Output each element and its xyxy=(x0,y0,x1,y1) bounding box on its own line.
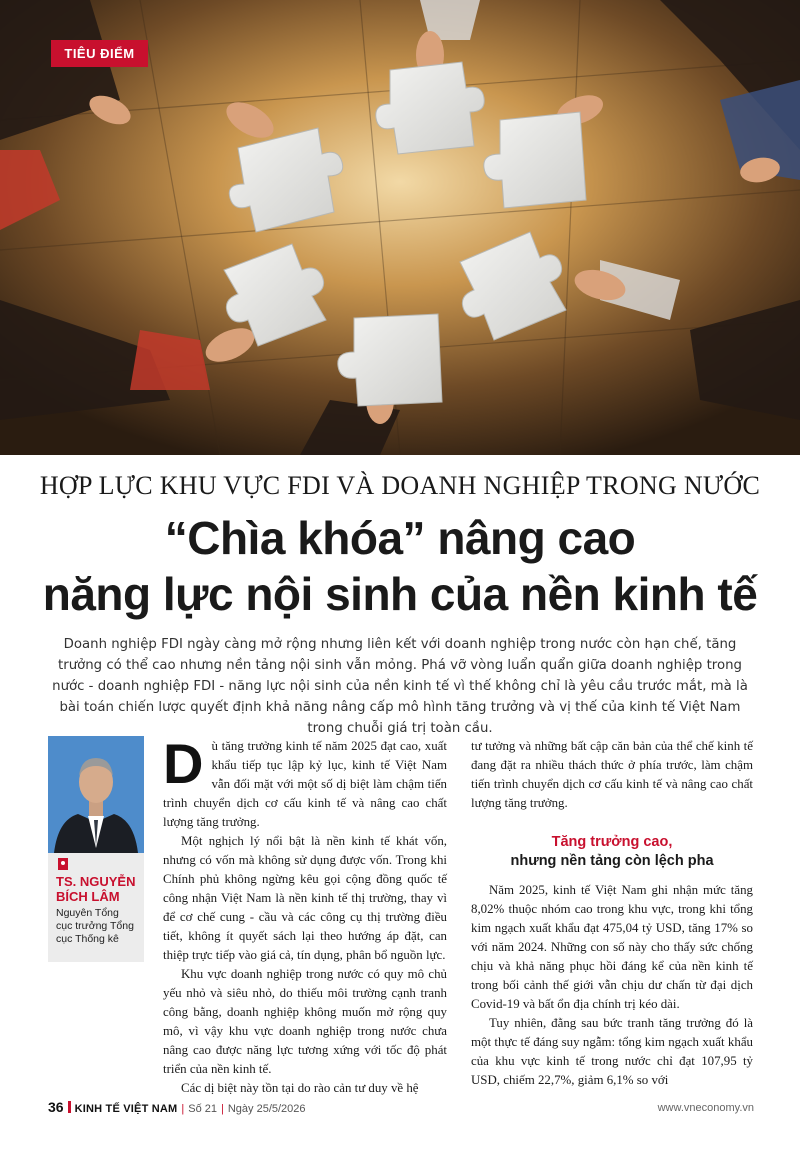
section-subhead xyxy=(471,833,753,871)
lead-paragraph: Doanh nghiệp FDI ngày càng mở rộng nhưng liên kết với doanh nghiệp trong nước còn hạn chế, tăng trưởng có thể cao nhưng nền tảng nội sinh vẫn mỏng. Phá vỡ vòng luẩn quẩn giữa doanh nghiệp trong nước - doanh nghiệp FDI - năng lực nội sinh của nền kinh tế vì thế không chỉ là yêu cầu trước mắt, mà là bài toán chiến lược quyết định khả năng nâng cấp mô hình tăng trưởng và vị thế của kinh tế Việt Nam trong chuỗi giá trị toàn cầu. xyxy=(52,637,748,736)
issue-date: Ngày 25/5/2026 xyxy=(227,1103,306,1115)
author-name: TS. NGUYỄN BÍCH LÂM xyxy=(56,874,136,904)
author-badge-icon xyxy=(58,858,68,870)
page-number: 36 xyxy=(48,1099,64,1115)
body-paragraph-6: Năm 2025, kinh tế Việt Nam ghi nhận mức tăng 8,02% thuộc nhóm cao trong khu vực, trong khi tổng kim ngạch xuất khẩu đạt 475,04 tỷ USD, tăng 17% so với năm 2024. Những con số này cho thấy sức chống chịu và khả năng phục hồi đáng kể của nền kinh tế trong bối cảnh thế giới vẫn chịu dư chấn từ đại dịch Covid-19 và bất ổn địa chính trị kéo dài. xyxy=(471,883,753,1011)
title-line-2: năng lực nội sinh của nền kinh tế xyxy=(42,568,758,620)
subhead-line-2: nhưng nền tảng còn lệch pha xyxy=(510,853,714,869)
kicker-headline: HỢP LỰC KHU VỰC FDI VÀ DOANH NGHIỆP TRONG NƯỚC xyxy=(39,471,761,500)
issue-number: Số 21 xyxy=(188,1103,217,1115)
puzzle-hands-illustration xyxy=(0,0,800,455)
page-footer xyxy=(48,1099,754,1119)
body-paragraph-7: Tuy nhiên, đằng sau bức tranh tăng trưởng đó là một thực tế đáng suy ngẫm: tổng kim ngạch xuất khẩu của khu vực kinh tế trong nước chỉ đạt 107,95 tỷ USD, chiếm 22,7%, giảm 6,1% so với xyxy=(471,1016,753,1087)
website-url: www.vneconomy.vn xyxy=(657,1102,754,1114)
body-column-1 xyxy=(163,732,447,1098)
footer-separator: | xyxy=(181,1103,185,1115)
hero-image xyxy=(0,0,800,455)
body-paragraph-3: Khu vực doanh nghiệp trong nước có quy mô chủ yếu nhỏ và siêu nhỏ, do thiếu môi trường cạnh tranh công bằng, doanh nghiệp không muốn mở rộng quy mô, vì vậy khu vực doanh nghiệp trong nước chưa nâng cao được năng lực tương xứng với tốc độ phát triển của nền kinh tế. xyxy=(163,967,447,1076)
body-paragraph-1 xyxy=(163,732,447,832)
title-line-1: “Chìa khóa” nâng cao xyxy=(164,512,636,564)
section-tag: TIÊU ĐIỂM xyxy=(51,40,148,67)
dropcap: D xyxy=(163,732,204,795)
paragraph-1-text: ù tăng trưởng kinh tế năm 2025 đạt cao, xuất khẩu tiếp tục lập kỷ lục, kinh tế Việt Nam vẫn đối mặt với một số dị biệt làm chậm tiến trình chuyển dịch cơ cấu kinh tế và nâng cao chất lượng tăng trưởng. xyxy=(163,739,447,829)
magazine-name: KINH TẾ VIỆT NAM xyxy=(74,1103,178,1115)
body-paragraph-5: tư tưởng và những bất cập căn bản của thể chế kinh tế đang đặt ra nhiều thách thức ở phía trước, làm chậm tiến trình chuyển dịch cơ cấu kinh tế và nâng cao chất lượng tăng trưởng. xyxy=(471,739,753,810)
body-paragraph-2: Một nghịch lý nổi bật là nền kinh tế khát vốn, nhưng có vốn mà không sử dụng được vốn. Trong khi Chính phủ không ngừng kêu gọi cộng đồng quốc tế công nhận Việt Nam là nền kinh tế thị trường, thay vì để cơ chế cung - cầu và các công cụ thị trường điều tiết, không ít quyết sách lại theo hướng áp đặt, can thiệp trực tiếp vào giá cả, tín dụng, phân bổ nguồn lực. xyxy=(163,834,447,962)
body-paragraph-4: Các dị biệt này tồn tại do rào cản tư duy về hệ xyxy=(181,1081,419,1095)
footer-accent-bar xyxy=(68,1101,71,1113)
author-role: Nguyên Tổng cục trưởng Tổng cục Thống kê xyxy=(56,907,134,945)
footer-separator: | xyxy=(221,1103,224,1115)
subhead-line-1: Tăng trưởng cao, xyxy=(551,834,673,850)
body-column-2 xyxy=(471,737,753,1090)
author-photo xyxy=(48,736,144,853)
article-title xyxy=(0,510,800,622)
author-box xyxy=(48,736,144,962)
